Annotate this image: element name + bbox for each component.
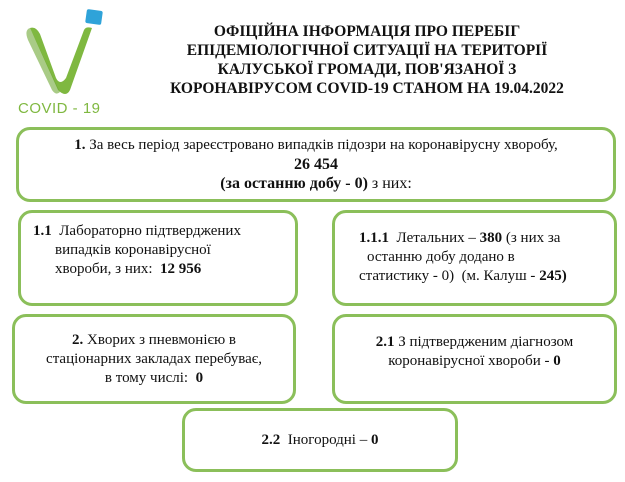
- item-number: 1.1.1: [359, 230, 389, 246]
- lab-confirmed-value: 12 956: [160, 261, 202, 277]
- nonresident-value: 0: [370, 432, 379, 448]
- kalush-value: 245): [539, 268, 567, 284]
- lethal-line1-rest: (з них за: [505, 230, 561, 246]
- item-number: 2.2: [261, 432, 281, 448]
- lab-confirmed-line: хвороби, з них:: [55, 261, 153, 277]
- total-suspected-value: 26 454: [294, 156, 338, 173]
- confirmed-diagnosis-line: З підтвердженим діагнозом: [398, 334, 574, 350]
- title-line: КОРОНАВІРУСОМ COVID-19 СТАНОМ НА 19.04.2022: [170, 80, 564, 97]
- lethal-label: Летальних –: [396, 230, 476, 246]
- pneumonia-line: в тому числі:: [104, 370, 189, 386]
- last-day-value: (за останню добу - 0): [220, 175, 368, 192]
- item-number: 1.: [74, 137, 86, 153]
- covid-logo: [14, 8, 118, 118]
- item-number: 2.: [72, 332, 84, 348]
- item-number: 2.1: [375, 334, 395, 350]
- lab-confirmed-line: випадків коронавірусної: [55, 242, 211, 258]
- logo-text: COVID - 19: [18, 100, 101, 117]
- kalush-label: (м. Калуш -: [461, 268, 536, 284]
- total-suspected-label: За весь період зареєстровано випадків підозри на коронавірусну хворобу,: [89, 137, 558, 153]
- pneumonia-line: стаціонарних закладах перебуває,: [46, 351, 262, 367]
- pneumonia-line: Хворих з пневмонією в: [87, 332, 236, 348]
- covid-v-logo-icon: [22, 8, 110, 98]
- lethal-last-day-value: 0): [441, 268, 455, 284]
- total-suspected-box: [16, 127, 616, 202]
- lab-confirmed-box: [18, 210, 298, 306]
- title-line: ОФІЦІЙНА ІНФОРМАЦІЯ ПРО ПЕРЕБІГ: [213, 23, 521, 40]
- nonresident-box: [182, 408, 458, 472]
- lethal-line2: останню добу додано в: [367, 249, 515, 265]
- lethal-line3: статистику -: [359, 268, 438, 284]
- confirmed-diagnosis-line: коронавірусної хвороби -: [388, 353, 550, 369]
- suffix-text: з них:: [371, 175, 412, 192]
- title-line: КАЛУСЬКОЇ ГРОМАДИ, ПОВ'ЯЗАНОЇ З: [217, 61, 517, 78]
- item-number: 1.1: [33, 223, 52, 239]
- confirmed-diagnosis-value: 0: [553, 353, 561, 369]
- lethal-box: [332, 210, 617, 306]
- confirmed-diagnosis-box: [332, 314, 617, 404]
- total-suspected-text: [19, 136, 613, 155]
- lab-confirmed-line: Лабораторно підтверджених: [59, 223, 241, 239]
- pneumonia-value: 0: [195, 370, 204, 386]
- lethal-value: 380: [479, 230, 503, 246]
- pneumonia-box: [12, 314, 296, 404]
- title-line: ЕПІДЕМІОЛОГІЧНОЇ СИТУАЦІЇ НА ТЕРИТОРІЇ: [186, 42, 548, 59]
- nonresident-label: Іногородні –: [287, 432, 368, 448]
- page-title: [118, 22, 616, 98]
